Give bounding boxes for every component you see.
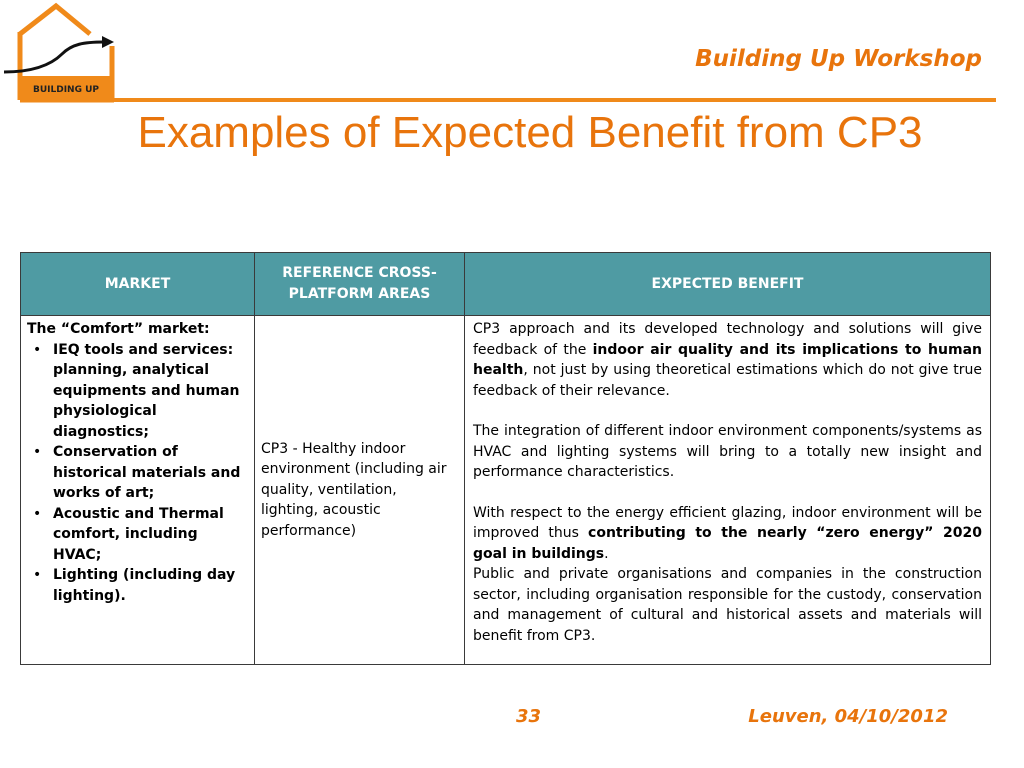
benefit-cell (465, 316, 991, 665)
market-cell (21, 316, 255, 665)
logo-text: BUILDING UP (32, 85, 100, 95)
house-arrow-logo-icon (0, 0, 122, 108)
benefit-text: . (604, 545, 609, 562)
market-list-item: • IEQ tools and services: planning, analytical equipments and human physiological diagnostics; (27, 340, 248, 443)
market-heading: The “Comfort” market: (27, 321, 210, 337)
reference-area-cell: CP3 - Healthy indoor environment (including air quality, ventilation, lighting, acoustic performance) (255, 316, 465, 665)
table-row (21, 316, 991, 665)
benefit-emphasis: contributing to the nearly “zero energy” 2020 goal in buildings (473, 525, 982, 562)
column-header-market: MARKET (21, 253, 255, 316)
slide-title: Examples of Expected Benefit from CP3 (137, 108, 923, 157)
workshop-title: Building Up Workshop (695, 46, 982, 72)
benefit-paragraph-1 (473, 319, 982, 401)
benefit-text: , not just by using theoretical estimations which do not give true feedback of their relevance. (473, 362, 982, 399)
page-number: 33 (516, 706, 542, 727)
benefit-table (20, 252, 991, 665)
market-list (27, 340, 248, 607)
benefit-paragraph-3 (473, 503, 982, 565)
table-header-row (21, 253, 991, 316)
column-header-benefit: EXPECTED BENEFIT (465, 253, 991, 316)
market-list-item: • Lighting (including day lighting). (27, 565, 248, 606)
benefit-emphasis: indoor air quality and its implications to human health (473, 341, 982, 378)
benefit-paragraph-4: Public and private organisations and companies in the construction sector, including organisation responsible for the custody, conservation and management of cultural and historical assets and materials will benefit from CP3. (473, 566, 982, 644)
benefit-text: CP3 approach and its developed technology and solutions will give feedback of the (473, 321, 982, 358)
footer-location-date: Leuven, 04/10/2012 (748, 706, 948, 727)
market-list-item: • Conservation of historical materials and works of art; (27, 442, 248, 504)
header-divider (114, 98, 996, 102)
market-list-item: • Acoustic and Thermal comfort, including HVAC; (27, 504, 248, 566)
benefit-text: With respect to the energy efficient glazing, indoor environment will be improved thus (473, 504, 982, 541)
benefit-paragraph-2: The integration of different indoor environment components/systems as HVAC and lighting systems will bring to a totally new insight and performance characteristics. (473, 423, 982, 480)
building-up-logo (0, 0, 122, 108)
column-header-reference: REFERENCE CROSS-PLATFORM AREAS (255, 253, 465, 316)
